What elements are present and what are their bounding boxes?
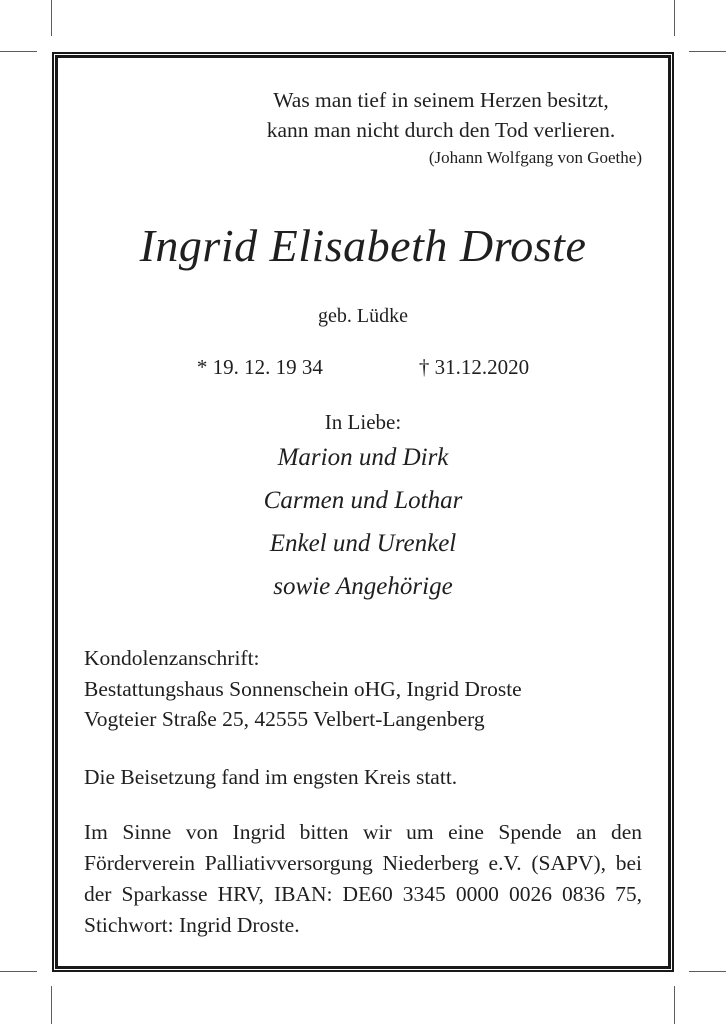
inner-mourning-border <box>55 55 671 969</box>
death-date: † 31.12.2020 <box>418 355 530 379</box>
condolence-label: Kondolenzanschrift: <box>84 646 260 670</box>
quote-attribution: (Johann Wolfgang von Goethe) <box>428 148 642 167</box>
donation-line-4: Stichwort: Ingrid Droste. <box>84 912 300 937</box>
donation-line-1: Im Sinne von Ingrid bitten wir um eine Spende an den <box>84 819 642 844</box>
condolence-line-2: Vogteier Straße 25, 42555 Velbert-Langenberg <box>84 707 485 731</box>
burial-note: Die Beisetzung fand im engsten Kreis statt. <box>84 764 458 789</box>
mourner-line: Marion und Dirk <box>277 444 449 471</box>
crop-mark <box>689 51 726 52</box>
mourners-intro: In Liebe: <box>324 410 402 434</box>
donation-note <box>84 817 642 941</box>
outer-mourning-border <box>52 52 674 972</box>
mourner-line: sowie Angehörige <box>273 573 453 600</box>
crop-mark <box>674 0 675 36</box>
deceased-name: Ingrid Elisabeth Droste <box>139 220 587 271</box>
life-dates <box>84 354 642 380</box>
crop-mark <box>0 51 37 52</box>
crop-mark <box>0 971 37 972</box>
crop-mark <box>689 971 726 972</box>
mourner-line: Enkel und Urenkel <box>269 530 457 557</box>
quote-line-2: kann man nicht durch den Tod verlieren. <box>266 118 616 142</box>
quote-line-1: Was man tief in seinem Herzen besitzt, <box>273 88 609 112</box>
crop-mark <box>51 986 52 1024</box>
donation-line-2: Förderverein Palliativversorgung Niederberg e.V. (SAPV), bei <box>84 850 642 875</box>
mourner-line: Carmen und Lothar <box>263 487 463 514</box>
crop-mark <box>51 0 52 36</box>
donation-line-3: der Sparkasse HRV, IBAN: DE60 3345 0000 0026 0836 75, <box>84 881 642 906</box>
condolence-line-1: Bestattungshaus Sonnenschein oHG, Ingrid Droste <box>84 676 522 701</box>
maiden-name: geb. Lüdke <box>318 305 408 327</box>
condolence-address-block <box>84 643 642 735</box>
quote-block <box>240 85 642 171</box>
card-content <box>58 58 668 966</box>
crop-mark <box>674 986 675 1024</box>
birth-date: * 19. 12. 19 34 <box>196 355 323 379</box>
